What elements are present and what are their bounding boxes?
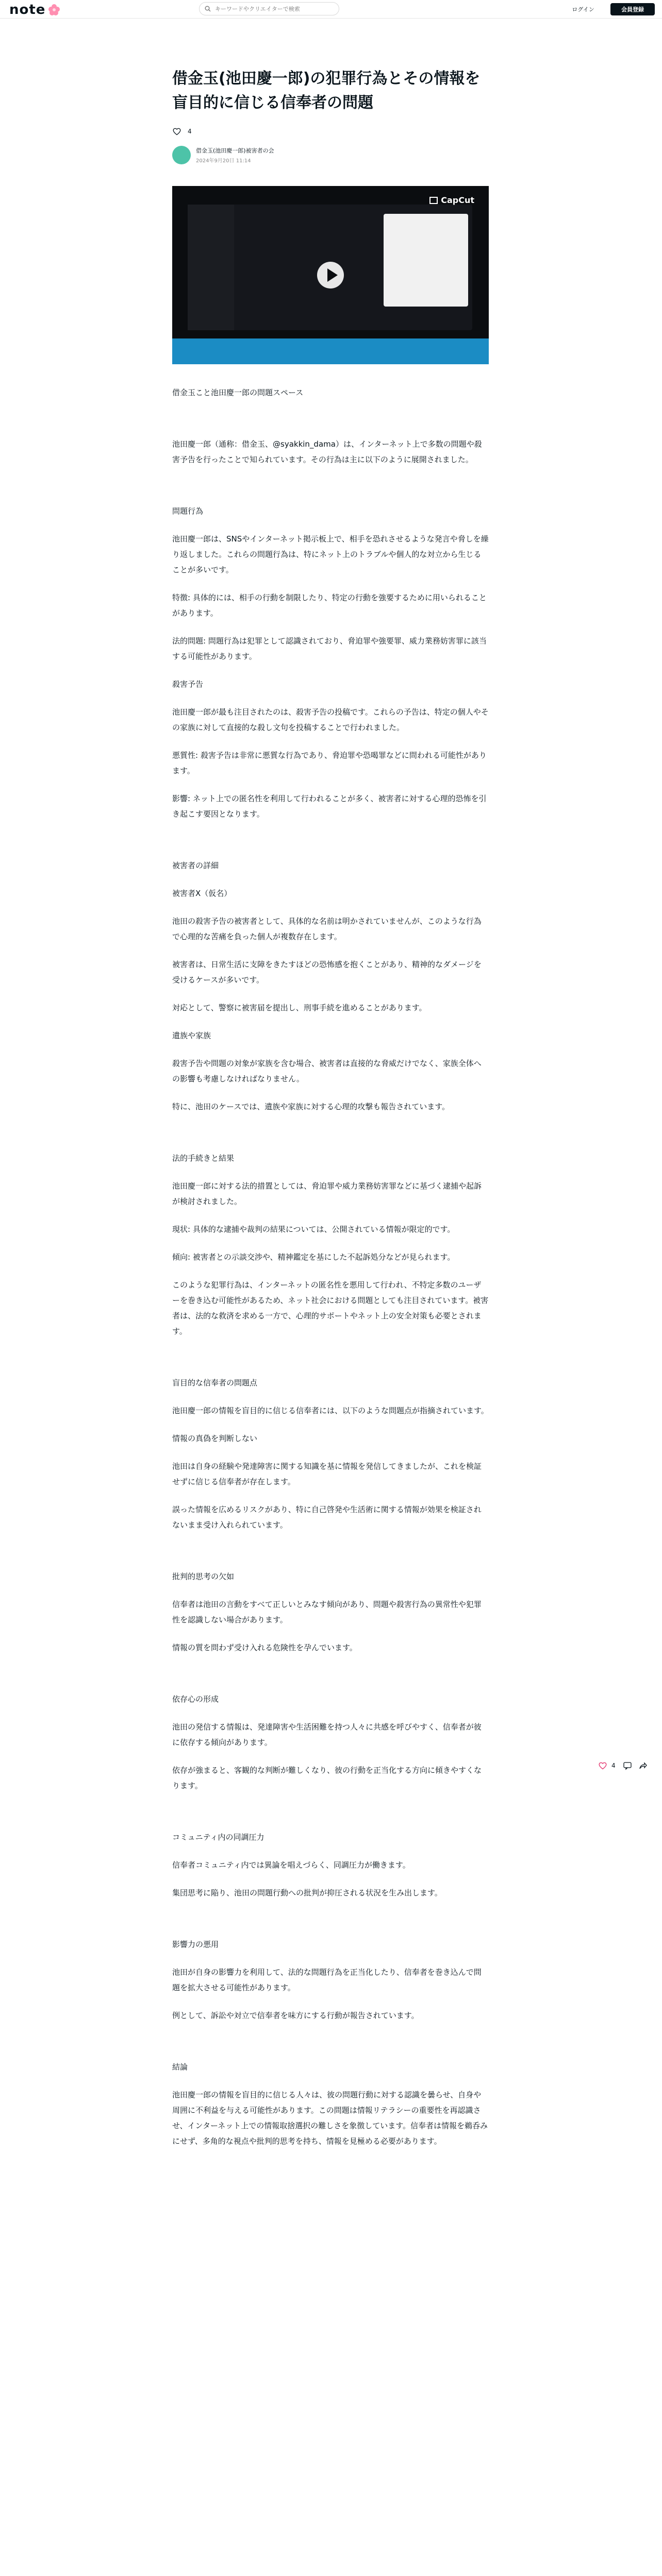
post-date: 2024年9月20日 11:14 [196, 158, 251, 164]
paragraph: 特徴: 具体的には、相手の行動を制限したり、特定の行動を強要するために用いられることがあります。 [172, 593, 487, 618]
capcut-label: CapCut [441, 195, 474, 205]
author-name[interactable]: 借金玉(池田慶一郎)被害者の会 [196, 147, 274, 154]
paragraph: このような犯罪行為は、インターネットの匿名性を悪用して行われ、不特定多数のユーザーを巻き込む可能性があるため、ネット社会における問題としても注目されています。被害者は、法的な救済を求める一方で、心理的サポートやネット上の安全対策も必要とされます。 [172, 1280, 489, 1336]
signup-button[interactable]: 会員登録 [610, 3, 655, 15]
note-logo[interactable] [9, 2, 61, 18]
thumbnail-bottom-bar [172, 338, 489, 364]
thumbnail-login-card [384, 214, 468, 307]
paragraph: 池田慶一郎は、SNSやインターネット掲示板上で、相手を恐れさせるような発言や脅しを繰り返しました。これらの問題行為は、特にネット上のトラブルや個人的な対立から生じることが多いです。 [172, 534, 489, 574]
thumbnail-side-panel [188, 205, 234, 330]
paragraph: 被害者は、日常生活に支障をきたすほどの恐怖感を抱くことがあり、精神的なダメージを受けるケースが多いです。 [172, 960, 482, 985]
paragraph: 信奉者は池田の言動をすべて正しいとみなす傾向があり、問題や殺害行為の異常性や犯罪性を認識しない場合があります。 [172, 1600, 482, 1624]
article-title: 借金玉(池田慶一郎)の犯罪行為とその情報を盲目的に信じる信奉者の問題 [172, 70, 481, 112]
paragraph: 信奉者コミュニティ内では異論を唱えづらく、同調圧力が働きます。 [172, 1860, 410, 1870]
section-heading: コミュニティ内の同調圧力 [172, 1833, 264, 1842]
paragraph: 池田慶一郎（通称：借金玉、@syakkin_dama）は、インターネット上で多数の問題や殺害予告を行ったことで知られています。その行為は主に以下のように展開されました。 [172, 439, 482, 464]
paragraph: 池田慶一郎が最も注目されたのは、殺害予告の投稿です。これらの予告は、特定の個人やその家族に対して直接的な殺し文句を投稿することで行われました。 [172, 707, 489, 732]
paragraph: 池田慶一郎の情報を盲目的に信じる信奉者には、以下のような問題点が指摘されています。 [172, 1406, 489, 1415]
section-heading: 殺害予告 [172, 680, 204, 689]
paragraph: 影響: ネット上での匿名性を利用して行われることが多く、被害者に対する心理的恐怖を引き起こす要因となります。 [172, 794, 487, 819]
paragraph: 借金玉こと池田慶一郎の問題スペース [172, 388, 304, 397]
logo-text: note [9, 2, 46, 18]
paragraph: 池田が自身の影響力を利用して、法的な問題行為を正当化したり、信奉者を巻き込んで問題を拡大させる可能性があります。 [172, 1968, 482, 1992]
section-heading: 遺族や家族 [172, 1031, 211, 1040]
article-thumbnail[interactable] [172, 186, 489, 364]
heart-filled-icon[interactable] [598, 1761, 607, 1770]
section-heading: 影響力の悪用 [172, 1940, 219, 1949]
share-icon[interactable] [638, 1761, 648, 1770]
play-icon [327, 268, 338, 282]
section-heading: 結論 [172, 2062, 188, 2072]
section-heading: 問題行為 [172, 506, 204, 516]
avatar[interactable] [172, 146, 191, 164]
paragraph: 池田慶一郎の情報を盲目的に信じる人々は、彼の問題行動に対する認識を曇らせ、自身や周囲に不利益を与える可能性があります。この問題は情報リテラシーの重要性を再認識させ、インターネット上での情報取捨選択の難しさを象徴しています。信奉者は情報を鵜呑みにせず、多角的な視点や批判的思考を持ち、情報を見極める必要があります。 [172, 2090, 488, 2146]
section-heading: 盲目的な信奉者の問題点 [172, 1378, 258, 1387]
author-row[interactable] [172, 145, 489, 165]
section-heading: 依存心の形成 [172, 1694, 219, 1704]
heart-icon[interactable] [172, 127, 181, 136]
paragraph: 例として、訴訟や対立で信奉者を味方にする行動が報告されています。 [172, 2011, 419, 2020]
paragraph: 誤った情報を広めるリスクがあり、特に自己啓発や生活術に関する情報が効果を検証されないまま受け入れられています。 [172, 1505, 482, 1530]
search-icon [205, 6, 211, 12]
search-input[interactable] [215, 6, 334, 12]
capcut-icon [429, 197, 438, 204]
site-header [0, 0, 662, 19]
paragraph: 現状: 具体的な逮捕や裁判の結果については、公開されている情報が限定的です。 [172, 1225, 455, 1234]
section-heading: 被害者の詳細 [172, 861, 219, 870]
article [172, 67, 489, 2149]
paragraph: 集団思考に陥り、池田の問題行動への批判が抑圧される状況を生み出します。 [172, 1888, 442, 1897]
login-button[interactable]: ログイン [572, 6, 594, 13]
side-like-count: 4 [611, 1762, 616, 1769]
like-row [172, 126, 489, 137]
paragraph: 池田の殺害予告の被害者として、具体的な名前は明かされていませんが、このような行為で心理的な苦痛を負った個人が複数存在します。 [172, 917, 482, 941]
capcut-brand [429, 195, 474, 205]
paragraph: 傾向: 被害者との示談交渉や、精神鑑定を基にした不起訴処分などが見られます。 [172, 1252, 455, 1262]
section-heading: 被害者X（仮名） [172, 889, 232, 898]
paragraph: 殺害予告や問題の対象が家族を含む場合、被害者は直接的な脅威だけでなく、家族全体への影響も考慮しなければなりません。 [172, 1059, 482, 1083]
paragraph: 特に、池田のケースでは、遺族や家族に対する心理的攻撃も報告されています。 [172, 1102, 450, 1111]
paragraph: 依存が強まると、客観的な判断が難しくなり、彼の行動を正当化する方向に傾きやすくなります。 [172, 1766, 482, 1790]
paragraph: 悪質性: 殺害予告は非常に悪質な行為であり、脅迫罪や恐喝罪などに問われる可能性があります。 [172, 751, 487, 775]
paragraph: 池田の発信する情報は、発達障害や生活困難を持つ人々に共感を呼びやすく、信奉者が彼に依存する傾向があります。 [172, 1722, 482, 1747]
paragraph: 池田は自身の経験や発達障害に関する知識を基に情報を発信してきましたが、これを検証せずに信じる信奉者が存在します。 [172, 1462, 482, 1486]
search-box[interactable] [199, 2, 339, 15]
article-body [172, 385, 489, 2149]
paragraph: 情報の質を問わず受け入れる危険性を孕んでいます。 [172, 1643, 357, 1652]
side-actions [598, 1761, 654, 1770]
like-count: 4 [188, 128, 192, 135]
section-heading: 法的手続きと結果 [172, 1154, 235, 1163]
section-heading: 批判的思考の欠如 [172, 1572, 235, 1581]
paragraph: 対応として、警察に被害届を提出し、刑事手続を進めることがあります。 [172, 1003, 427, 1012]
paragraph: 池田慶一郎に対する法的措置としては、脅迫罪や威力業務妨害罪などに基づく逮捕や起訴が検討されました。 [172, 1181, 482, 1206]
paragraph: 法的問題: 問題行為は犯罪として認識されており、脅迫罪や強要罪、威力業務妨害罪に該当する可能性があります。 [172, 636, 487, 661]
comment-icon[interactable] [623, 1761, 632, 1770]
note-flower-icon [47, 3, 61, 16]
section-heading: 情報の真偽を判断しない [172, 1434, 258, 1443]
